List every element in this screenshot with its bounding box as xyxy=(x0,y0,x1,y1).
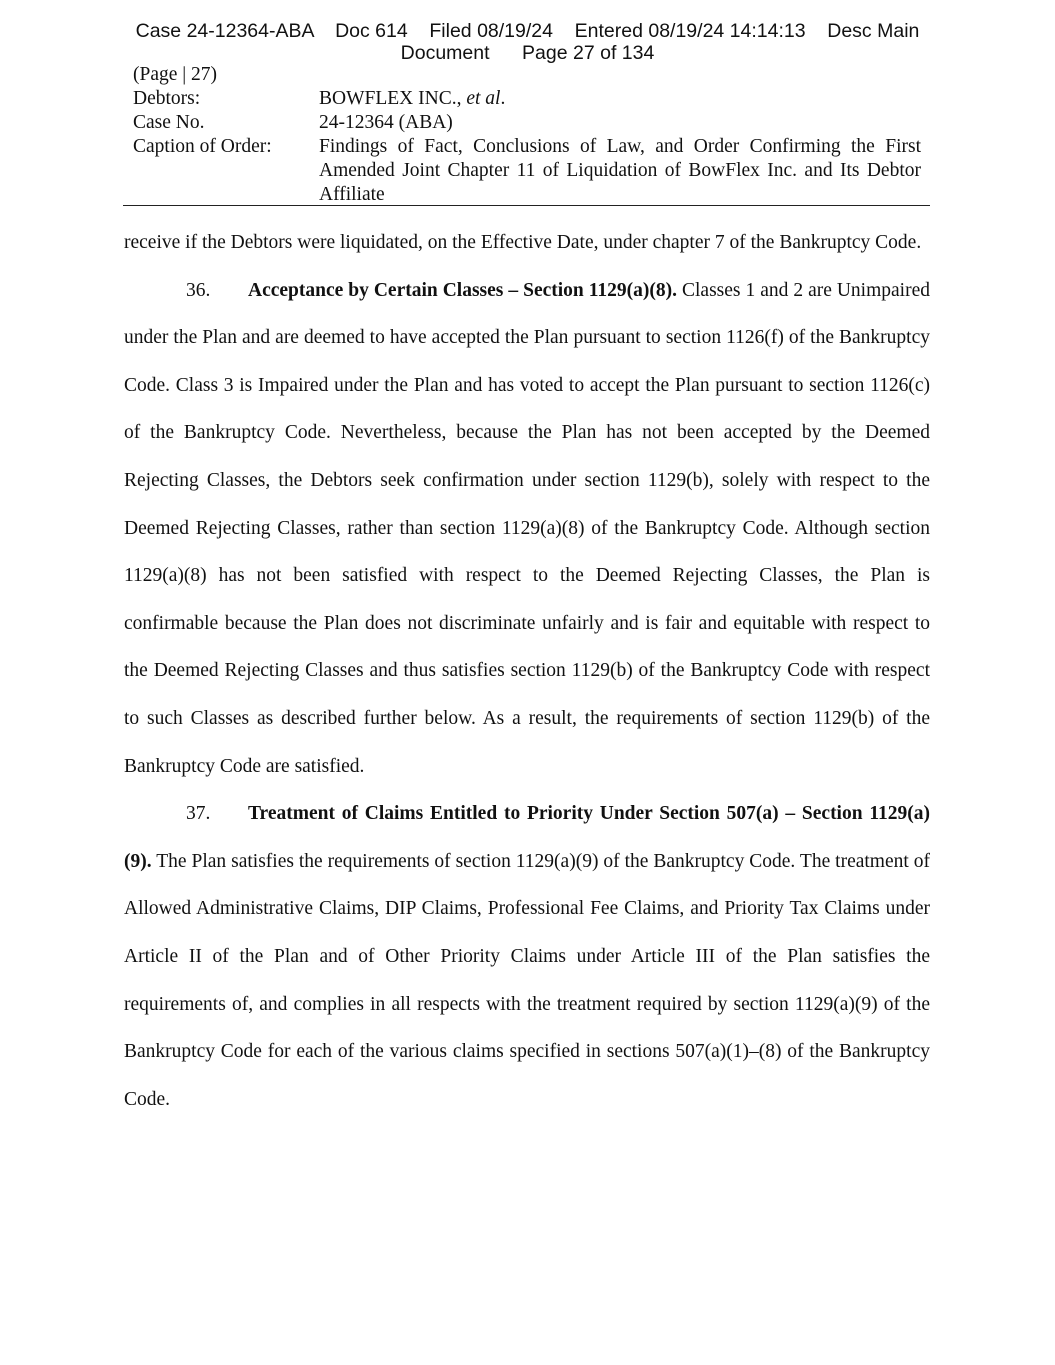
paragraph-text: The Plan satisfies the requirements of section 1129(a)(9) of the Bankruptcy Code. The treatment of Allowed Administrative Claims, DIP Claims, Professional Fee Claims, and Priority Tax Claims under Article II of the Plan and of Other Priority Claims under Article III of the Plan satisfies the requirements of, and complies in all respects with the treatment required by section 1129(a)(9) of the Bankruptcy Code for each of the various claims specified in sections 507(a)(1)–(8) of the Bankruptcy Code. xyxy=(124,850,930,1110)
caption-row-order-caption xyxy=(133,135,933,207)
court-filing-stamp-page: Document Page 27 of 134 xyxy=(400,42,655,64)
caption-label: Case No. xyxy=(133,112,205,133)
caption-value: BOWFLEX INC., et al. xyxy=(319,88,506,109)
caption-label: Caption of Order: xyxy=(133,136,272,157)
paragraph-text: Classes 1 and 2 are Unimpaired under the Plan and are deemed to have accepted the Plan pursuant to section 1126(f) of the Bankruptcy Code. Class 3 is Impaired under the Plan and has voted to accept the Plan pursuant to section 1126(c) of the Bankruptcy Code. Nevertheless, because the Plan has not been accepted by the Deemed Rejecting Classes, the Debtors seek confirmation under section 1129(b), solely with respect to the Deemed Rejecting Classes, rather than section 1129(a)(8) of the Bankruptcy Code. Although section 1129(a)(8) has not been satisfied with respect to the Deemed Rejecting Classes, the Plan is confirmable because the Plan does not discriminate unfairly and is fair and equitable with respect to the Deemed Rejecting Classes and thus satisfies section 1129(b) of the Bankruptcy Code with respect to such Classes as described further below. As a result, the requirements of section 1129(b) of the Bankruptcy Code are satisfied. xyxy=(124,279,930,777)
paragraph-36 xyxy=(124,267,930,791)
court-filing-stamp: Case 24-12364-ABA Doc 614 Filed 08/19/24 Entered 08/19/24 14:14:13 Desc Main xyxy=(135,20,920,42)
caption-row-case-no xyxy=(133,111,933,135)
paragraph-37 xyxy=(124,790,930,1123)
caption-value: 24-12364 (ABA) xyxy=(319,112,453,133)
caption-value: Findings of Fact, Conclusions of Law, and Order Confirming the First Amended Joint Chapter 11 of Liquidation of BowFlex Inc. and Its Debtor Affiliate xyxy=(319,136,921,205)
caption-divider xyxy=(123,205,930,206)
caption-page-number: (Page | 27) xyxy=(133,64,218,85)
document-body xyxy=(124,219,930,1123)
paragraph-number: 36. xyxy=(186,279,211,301)
continuation-paragraph: receive if the Debtors were liquidated, on the Effective Date, under chapter 7 of the Bankruptcy Code. xyxy=(124,232,922,253)
paragraph-number: 37. xyxy=(186,803,211,825)
order-caption-block xyxy=(133,63,933,207)
caption-row-debtors xyxy=(133,87,933,111)
paragraph-heading: Treatment of Claims Entitled to Priority Under Section 507(a) – Section 1129(a)(9). xyxy=(124,803,930,872)
caption-label: Debtors: xyxy=(133,88,201,109)
paragraph-heading: Acceptance by Certain Classes – Section 1129(a)(8). xyxy=(248,279,678,301)
